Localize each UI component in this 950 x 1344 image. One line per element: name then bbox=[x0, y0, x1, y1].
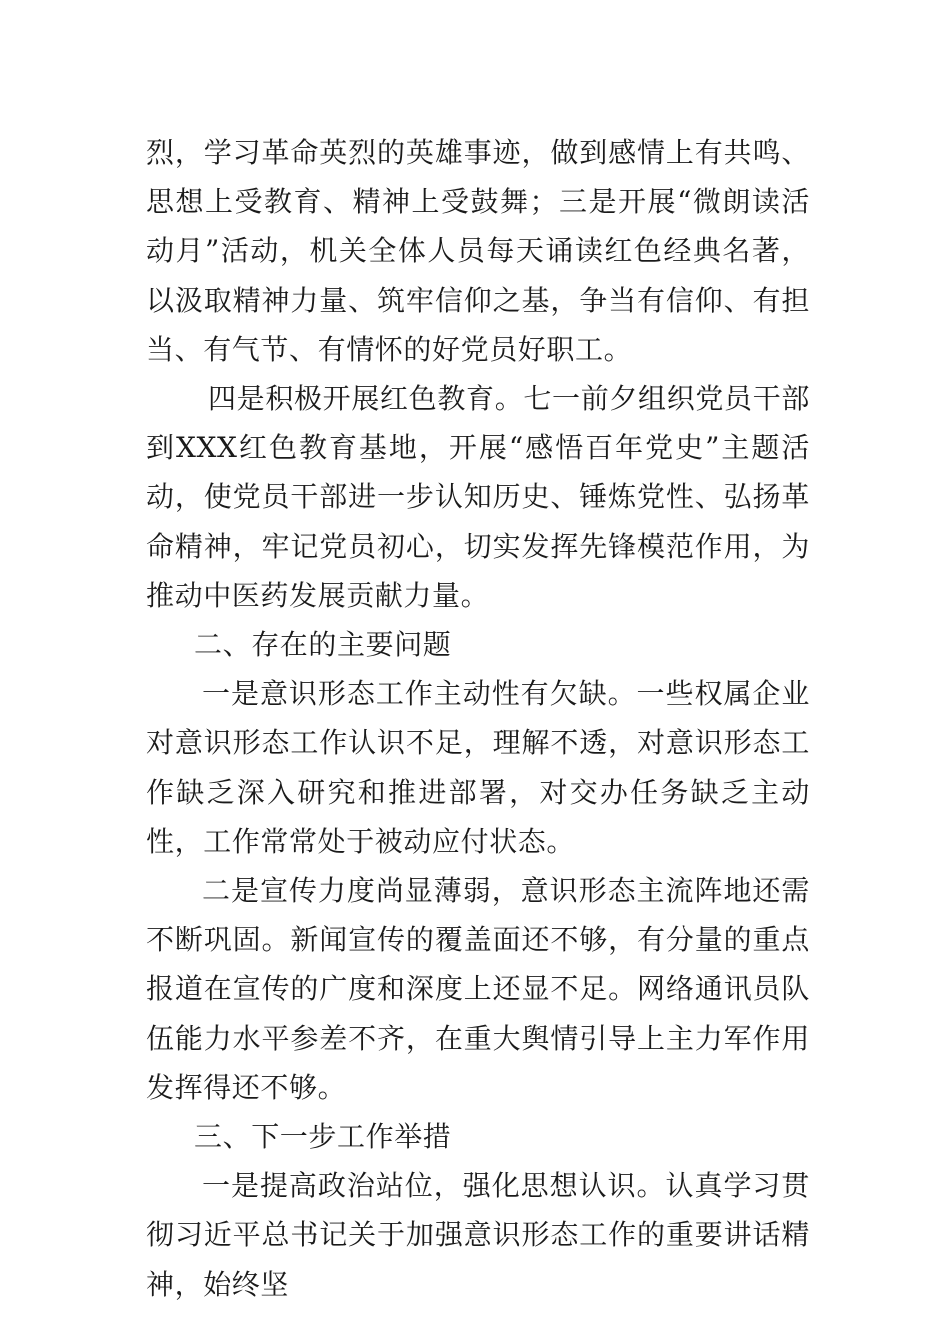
section-heading-main-problems: 二、存在的主要问题 bbox=[194, 628, 452, 662]
paragraph-measure-one: 一是提高政治站位，强化思想认识。认真学习贯彻习近平总书记关于加强意识形态工作的重要讲话精神，始终坚 bbox=[146, 1169, 810, 1301]
paragraph-continuation: 烈，学习革命英烈的英雄事迹，做到感情上有共鸣、思想上受教育、精神上受鼓舞；三是开展“微朗读活动月”活动，机关全体人员每天诵读红色经典名著，以汲取精神力量、筑牢信仰之基，争当有信仰、有担当、有气节、有情怀的好党员好职工。 bbox=[146, 136, 810, 366]
paragraph-problem-one: 一是意识形态工作主动性有欠缺。一些权属企业对意识形态工作认识不足，理解不透，对意识形态工作缺乏深入研究和推进部署，对交办任务缺乏主动性，工作常常处于被动应付状态。 bbox=[146, 677, 810, 858]
document-body bbox=[146, 128, 810, 1309]
paragraph-red-education: 四是积极开展红色教育。七一前夕组织党员干部到XXX红色教育基地，开展“感悟百年党史”主题活动，使党员干部进一步认知历史、锤炼党性、弘扬革命精神，牢记党员初心，切实发挥先锋模范作用，为推动中医药发展贡献力量。 bbox=[146, 382, 810, 612]
paragraph-problem-two: 二是宣传力度尚显薄弱，意识形态主流阵地还需不断巩固。新闻宣传的覆盖面还不够，有分量的重点报道在宣传的广度和深度上还显不足。网络通讯员队伍能力水平参差不齐，在重大舆情引导上主力军作用发挥得还不够。 bbox=[146, 874, 810, 1104]
section-heading-next-steps: 三、下一步工作举措 bbox=[194, 1120, 452, 1154]
